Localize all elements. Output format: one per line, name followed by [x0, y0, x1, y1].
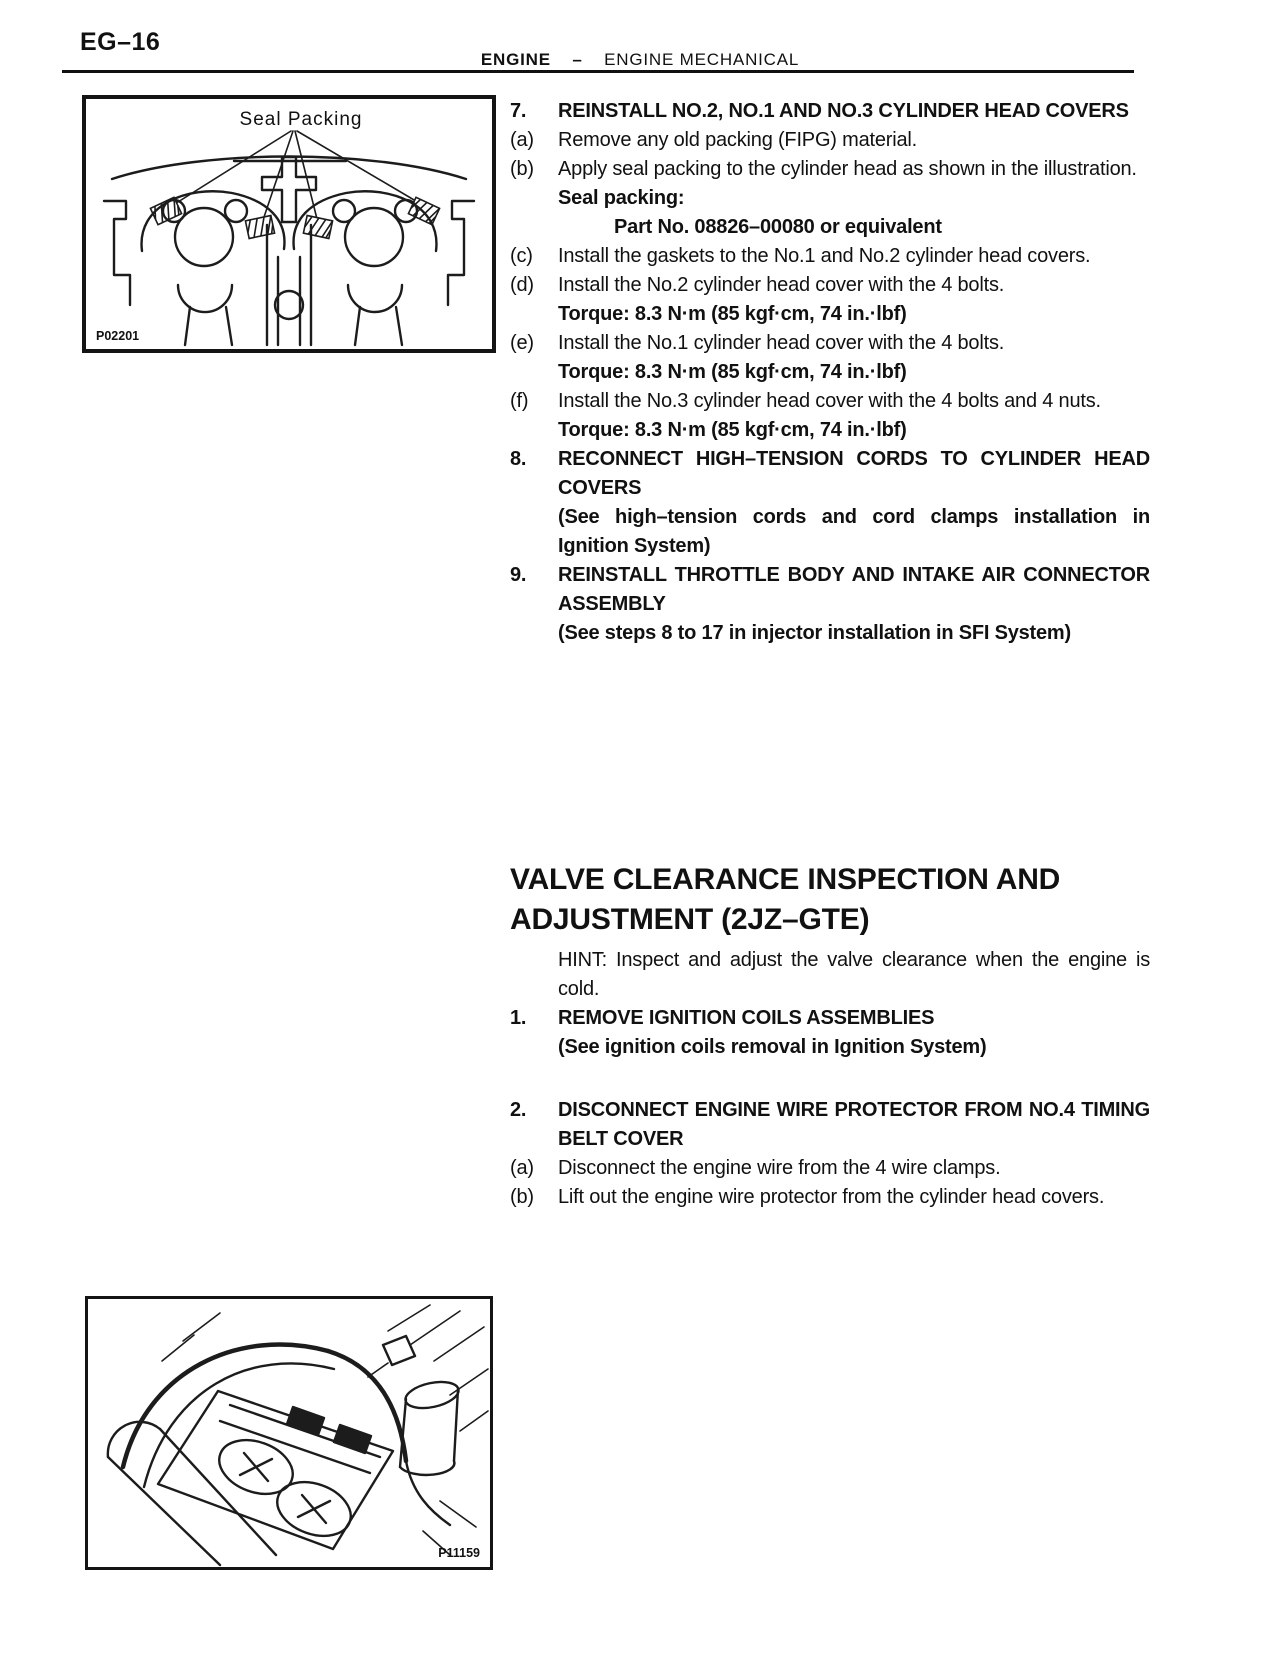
- running-header-section: ENGINE: [480, 50, 551, 69]
- step-9-heading: [510, 561, 1150, 619]
- step-1-heading: [510, 1004, 1150, 1033]
- step-number: 7.: [510, 100, 527, 122]
- substep-2a: [510, 1154, 1150, 1183]
- substep-7f: [510, 387, 1150, 416]
- figure-code: P02201: [96, 329, 140, 343]
- running-header: [0, 50, 1280, 70]
- substep-label: (b): [510, 1186, 534, 1208]
- substep-text: Install the No.2 cylinder head cover with the 4 bolts.: [558, 274, 1005, 296]
- step-title: DISCONNECT ENGINE WIRE PROTECTOR FROM NO.4 TIMING BELT COVER: [558, 1099, 1150, 1150]
- substep-text: Apply seal packing to the cylinder head as shown in the illustration.: [558, 158, 1137, 180]
- torque-spec: Torque: 8.3 N·m (85 kgf·cm, 74 in.·lbf): [558, 361, 907, 383]
- oil-filler-cap: [400, 1378, 461, 1475]
- header-rule: [62, 70, 1134, 73]
- substep-text: Install the No.1 cylinder head cover with the 4 bolts.: [558, 332, 1005, 354]
- wire-harness: [123, 1336, 450, 1525]
- text-column: [510, 97, 1150, 1212]
- substep-text: Lift out the engine wire protector from the cylinder head covers.: [558, 1186, 1105, 1208]
- step-number: 8.: [510, 448, 527, 470]
- substep-7e: [510, 329, 1150, 358]
- step-title: RECONNECT HIGH–TENSION CORDS TO CYLINDER HEAD COVERS: [558, 448, 1150, 499]
- step-8-note: (See high–tension cords and cord clamps installation in Ignition System): [558, 506, 1150, 557]
- seal-packing-heading: Seal packing:: [558, 187, 685, 209]
- hint-text: HINT: Inspect and adjust the valve clearance when the engine is cold.: [558, 949, 1150, 1000]
- step-8-heading: [510, 445, 1150, 503]
- step-7-heading: [510, 97, 1150, 126]
- cylinder-head-art: [104, 157, 474, 346]
- seal-packing-drawing: [86, 99, 492, 349]
- substep-label: (a): [510, 1157, 534, 1179]
- seal-packing-spec: Part No. 08826–00080 or equivalent: [614, 216, 942, 238]
- substep-2b: [510, 1183, 1150, 1212]
- substep-7c: [510, 242, 1150, 271]
- substep-7d: [510, 271, 1150, 300]
- step-title: REMOVE IGNITION COILS ASSEMBLIES: [558, 1007, 935, 1029]
- substep-label: (e): [510, 332, 534, 354]
- intake-tube: [108, 1422, 276, 1565]
- running-header-separator: –: [572, 50, 583, 69]
- substep-7a: [510, 126, 1150, 155]
- substep-text: Install the No.3 cylinder head cover with the 4 bolts and 4 nuts.: [558, 390, 1101, 412]
- substep-label: (b): [510, 158, 534, 180]
- step-title: REINSTALL THROTTLE BODY AND INTAKE AIR CONNECTOR ASSEMBLY: [558, 564, 1150, 615]
- step-number: 2.: [510, 1099, 527, 1121]
- step-number: 9.: [510, 564, 527, 586]
- substep-text: Disconnect the engine wire from the 4 wire clamps.: [558, 1157, 1001, 1179]
- engine-wire-drawing: [88, 1299, 490, 1567]
- substep-text: Install the gaskets to the No.1 and No.2 cylinder head covers.: [558, 245, 1091, 267]
- seal-packing-figure: [82, 95, 496, 353]
- seal-packing-caption: Seal Packing: [239, 109, 363, 130]
- step-1-note: (See ignition coils removal in Ignition System): [558, 1036, 987, 1058]
- section-title: VALVE CLEARANCE INSPECTION AND ADJUSTMENT (2JZ–GTE): [510, 863, 1061, 936]
- step-title: REINSTALL NO.2, NO.1 AND NO.3 CYLINDER HEAD COVERS: [558, 100, 1129, 122]
- page-code: EG–16: [80, 28, 161, 56]
- substep-7b: [510, 155, 1150, 184]
- torque-spec: Torque: 8.3 N·m (85 kgf·cm, 74 in.·lbf): [558, 303, 907, 325]
- cylinder-head-cover: [158, 1391, 393, 1549]
- torque-spec: Torque: 8.3 N·m (85 kgf·cm, 74 in.·lbf): [558, 419, 907, 441]
- step-2-heading: [510, 1096, 1150, 1154]
- substep-label: (a): [510, 129, 534, 151]
- substep-text: Remove any old packing (FIPG) material.: [558, 129, 918, 151]
- substep-label: (d): [510, 274, 534, 296]
- step-number: 1.: [510, 1007, 527, 1029]
- substep-label: (f): [510, 390, 529, 412]
- engine-wire-figure: [85, 1296, 493, 1570]
- figure-code: P11159: [438, 1546, 480, 1560]
- substep-label: (c): [510, 245, 533, 267]
- running-header-subsection: ENGINE MECHANICAL: [604, 50, 800, 69]
- step-9-note: (See steps 8 to 17 in injector installation in SFI System): [558, 622, 1071, 644]
